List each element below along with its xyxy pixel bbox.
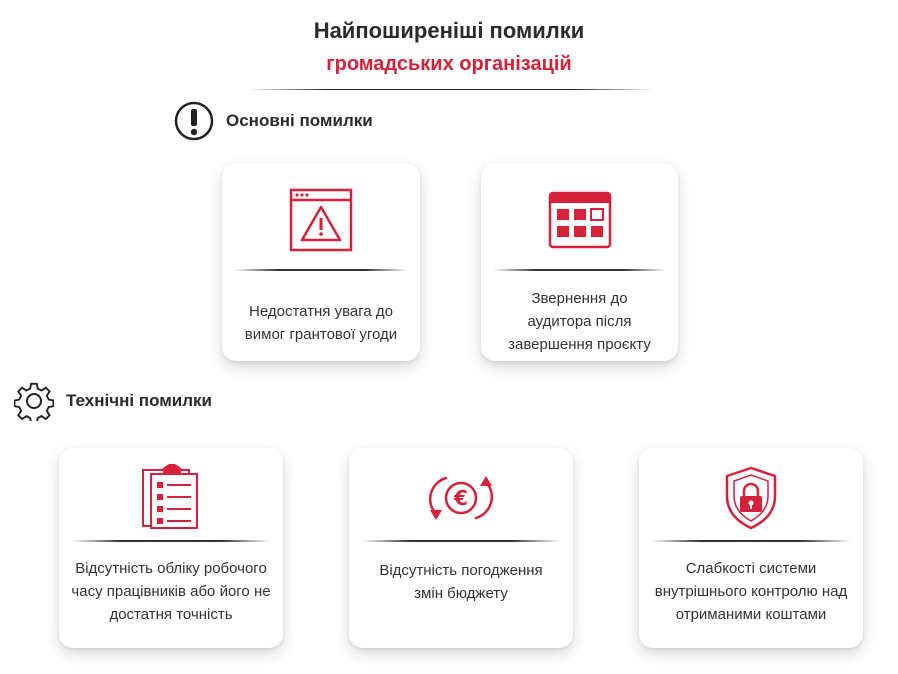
page-subtitle: громадських організацій [326, 53, 572, 75]
card-text: Недостатня увага до вимог грантової угоди [244, 303, 398, 343]
card-grant-agreement [222, 163, 420, 361]
card-text: Слабкості системи внутрішнього контролю над отриманими коштами [654, 560, 848, 623]
exclamation-circle-icon [174, 101, 214, 141]
card-divider [651, 540, 851, 542]
shield-lock-icon [724, 466, 778, 535]
section-main-errors [174, 101, 373, 141]
card-text: Звернення до аудитора після завершення проєкту [508, 290, 651, 353]
browser-warning-icon [289, 188, 353, 257]
card-divider [361, 540, 561, 542]
clipboard-checklist-icon [141, 464, 201, 535]
section-technical-errors [14, 381, 212, 421]
gear-icon [14, 381, 54, 421]
title-divider [246, 89, 654, 90]
section-technical-label: Технічні помилки [66, 391, 213, 410]
calendar-grid-icon [548, 191, 612, 254]
card-budget-changes [349, 448, 573, 648]
euro-exchange-icon [422, 470, 500, 531]
card-text: Відсутність обліку робочого часу працівників або його не достатня точність [71, 560, 271, 623]
card-divider [493, 269, 666, 271]
card-divider [71, 540, 271, 542]
page-title: Найпоширеніші помилки [313, 18, 585, 43]
card-divider [234, 269, 408, 271]
card-text: Відсутність погодження змін бюджету [379, 562, 543, 602]
card-internal-control [639, 448, 863, 648]
card-worktime-accounting [59, 448, 283, 648]
svg-text:€: € [454, 486, 468, 510]
section-main-label: Основні помилки [226, 111, 373, 130]
card-auditor-after-project [481, 163, 678, 361]
